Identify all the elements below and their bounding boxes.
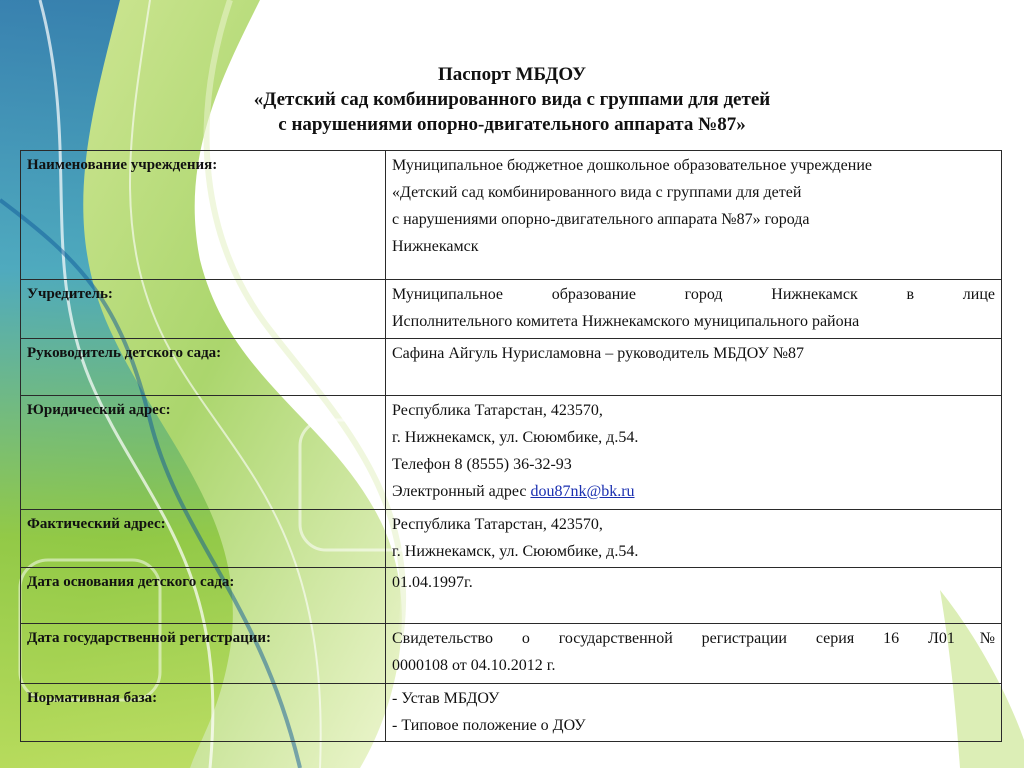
- value-line: - Устав МБДОУ: [392, 690, 500, 707]
- row-label: Дата государственной регистрации:: [21, 624, 386, 684]
- row-label: Дата основания детского сада:: [21, 568, 386, 624]
- value-line: 01.04.1997г.: [392, 574, 473, 591]
- value-line: Исполнительного комитета Нижнекамского муниципального района: [392, 313, 860, 330]
- page-title: [0, 62, 1024, 137]
- row-label: Наименование учреждения:: [21, 151, 386, 280]
- title-line-1: Паспорт МБДОУ: [437, 64, 587, 85]
- value-line: Республика Татарстан, 423570,: [392, 516, 603, 533]
- value-line: - Типовое положение о ДОУ: [392, 717, 586, 734]
- row-value: [386, 280, 1002, 339]
- value-line: г. Нижнекамск, ул. Сююмбике, д.54.: [392, 429, 639, 446]
- row-value: [386, 339, 1002, 396]
- email-link[interactable]: dou87nk@bk.ru: [530, 483, 635, 500]
- title-line-2: «Детский сад комбинированного вида с группами для детей: [253, 89, 771, 110]
- table-row: [21, 339, 1002, 396]
- row-label: Руководитель детского сада:: [21, 339, 386, 396]
- value-line: Сафина Айгуль Нурисламовна – руководитель МБДОУ №87: [392, 345, 805, 362]
- title-line-3: с нарушениями опорно-двигательного аппарата №87»: [278, 114, 746, 135]
- table-row: [21, 568, 1002, 624]
- table-row: [21, 151, 1002, 280]
- value-line: с нарушениями опорно-двигательного аппарата №87» города: [392, 211, 810, 228]
- row-value: [386, 151, 1002, 280]
- passport-table: [20, 150, 1002, 742]
- row-value: [386, 396, 1002, 510]
- value-line: 0000108 от 04.10.2012 г.: [392, 657, 556, 674]
- row-label: Нормативная база:: [21, 684, 386, 742]
- row-value: [386, 510, 1002, 568]
- value-line: г. Нижнекамск, ул. Сююмбике, д.54.: [392, 543, 639, 560]
- value-line: Муниципальное бюджетное дошкольное образовательное учреждение: [392, 157, 872, 174]
- email-line: [392, 478, 995, 505]
- table-row: [21, 396, 1002, 510]
- value-line: Нижнекамск: [392, 238, 479, 255]
- value-line: «Детский сад комбинированного вида с группами для детей: [392, 184, 802, 201]
- row-value: [386, 624, 1002, 684]
- value-line: Муниципальное образование город Нижнекамск в лице: [392, 286, 995, 303]
- table-row: [21, 510, 1002, 568]
- table-row: [21, 280, 1002, 339]
- value-line: Свидетельство о государственной регистрации серия 16 Л01№: [392, 630, 995, 647]
- row-label: Фактический адрес:: [21, 510, 386, 568]
- email-prefix: Электронный адрес: [392, 483, 531, 500]
- value-line: Республика Татарстан, 423570,: [392, 402, 603, 419]
- row-value: [386, 684, 1002, 742]
- value-line: Телефон 8 (8555) 36-32-93: [392, 456, 572, 473]
- row-label: Учредитель:: [21, 280, 386, 339]
- row-label: Юридический адрес:: [21, 396, 386, 510]
- table-row: [21, 684, 1002, 742]
- row-value: [386, 568, 1002, 624]
- table-row: [21, 624, 1002, 684]
